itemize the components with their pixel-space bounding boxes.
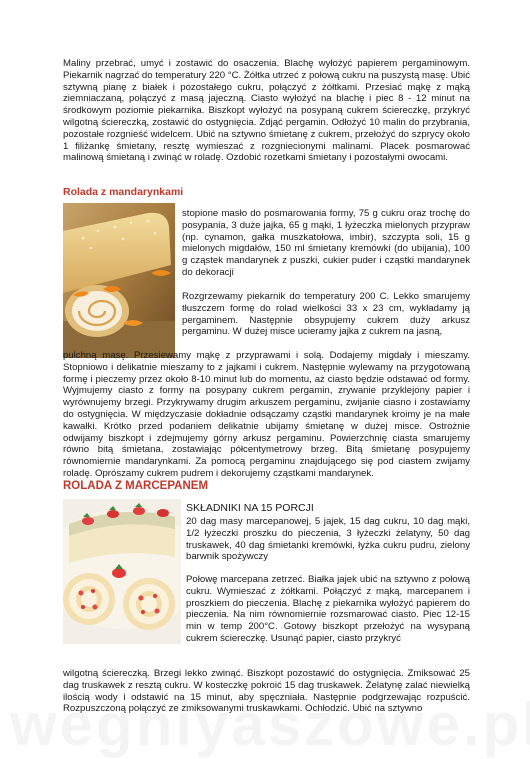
recipe1-method-rest: pulchną masę. Przesiewamy mąkę z przyprawami i solą. Dodajemy migdały i mieszamy. Stopniowo i delikatnie mieszamy to z jajkami i cukrem. Następnie wylewamy na przygotowaną formę i pieczemy przez około 8-10 minut lub do momentu, aż ciasto będzie odstawać od formy. Wyjmujemy ciasto z formy na posypany cukrem pergamin, zrywanie przyklejony papier i wyrównujemy brzegi. Przykrywamy drugim arkuszem pergaminu, zwijanie ciasno i zostawiamy do ostygnięcia. W międzyczasie dokładnie odsączamy cząstki mandarynek kroimy je na małe kawałki. Krótko przed podaniem delikatnie ubijamy śmietanę w dużej misce. Ostrożnie odwijamy biszkopt i zdejmujemy górny arkusz pergaminu. Powierzchnię ciasta smarujemy równo bitą śmietana, zostawiając półcentymetrowy brzeg. Bitą śmietanę posypujemy równomiernie mandarynkami. Za pomocą pergaminu znajdującego się pod ciastem zwijamy roladę. Oprószamy cukrem pudrem i dekorujemy cząstkami mandarynek. [63,350,470,479]
recipe1-method-first: Rozgrzewamy piekarnik do temperatury 200 C. Lekko smarujemy tłuszczem formę do rolad wielkości 33 x 23 cm, wykładamy ją pergaminem. Następnie obsypujemy cukrem duży arkusz pergaminu. W dużej misce ucieramy jajka z cukrem na jasną, [182,291,470,338]
marzipan-roll-photo [63,499,181,644]
recipe2-title: ROLADA Z MARCEPANEM [63,480,209,492]
recipe2-method-first: Połowę marcepana zetrzeć. Białka jajek ubić na sztywno z połową cukru. Wymieszać z żółtkami. Połączyć z mąką, marcepanem i proszkiem do pieczenia. Blachę z piekarnika wyłożyć papierem do pieczenia. Na nim równomiernie rozsmarować ciasto. Piec 12-15 min w temp 200°C. Gotowy biszkopt przełożyć na wysypaną cukrem ściereczkę. Usunąć papier, ciasto przykryć [186,574,470,644]
recipe2-method-rest: wilgotną ściereczką. Brzegi lekko zwinąć. Biszkopt pozostawić do ostygnięcia. Zmiksować 25 dag truskawek z resztą cukru. W kosteczkę pokroić 15 dag truskawek. Żelatynę zalać niewielką ilością wody i odstawić na 15 minut, aby spęczniała. Następnie podgrzewając rozpuścić. Rozpuszczoną połączyć ze zmiksowanymi truskawkami. Ochłodzić. Ubić na sztywno [63,668,470,715]
recipe2-servings: SKŁADNIKI NA 15 PORCJI [186,502,314,514]
recipe1-title: Rolada z mandarynkami [63,186,184,198]
watermark [10,690,530,759]
recipe1-ingredients: stopione masło do posmarowania formy, 75 g cukru oraz trochę do posypania, 3 duże jajka, 65 g mąki, 1 łyżeczka mielonych przypraw (np. cynamon, gałka muszkatołowa, imbir), szczypta soli, 15 g mielonych migdałów, 150 ml śmietany kremówki (do ubijania), 100 g cząstek mandarynek z puszki, cukier puder i cząstki mandarynek do dekoracji [182,208,470,278]
mandarin-roll-photo [63,203,175,358]
recipe2-ingredients: 20 dag masy marcepanowej, 5 jajek, 15 dag cukru, 10 dag mąki, 1/2 łyżeczki proszku do pieczenia, 3 łyżeczki żelatyny, 50 dag truskawek, 40 dag śmietanki kremówki, łyżka cukru pudru, zielony barwnik spożywczy [186,516,470,563]
intro-paragraph: Maliny przebrać, umyć i zostawić do osaczenia. Blachę wyłożyć papierem pergaminowym. Piekarnik nagrzać do temperatury 220 °C. Żółtka utrzeć z połową cukru na puszystą masę. Ubić sztywną pianę z białek i pozostałego cukru, połączyć z żółtkami. Przesiać mąkę z mąką ziemniaczaną, połączyć z masą jajeczną. Ciasto wyłożyć na blachę i piec 8 - 12 minut na środkowym poziomie piekarnika. Biszkopt wyłożyć na posypaną cukrem ściereczkę, przykryć wilgotną ściereczką, zostawić do ostygnięcia. Zdjąć pergamin. Odłożyć 10 malin do przybrania, pozostałe rozgnieść widelcem. Ubić na sztywno śmietanę z cukrem, przełożyć do szprycy około 1 filiżankę śmietany, resztę wymieszać z rozgniecionymi malinami. Placek posmarować malinową śmietaną i zwinąć w roladę. Ozdobić rozetkami śmietany i pozostałymi owocami. [63,58,470,164]
